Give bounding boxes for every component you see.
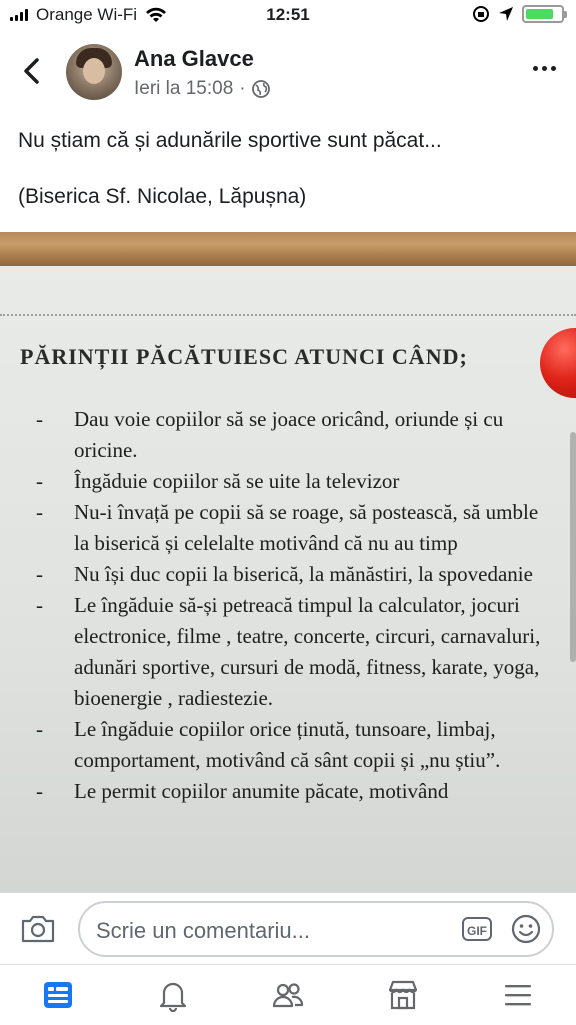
- list-item: - Nu își duc copii la biserică, la mănăstiri, la spovedanie: [36, 562, 533, 586]
- tab-marketplace[interactable]: [346, 965, 461, 1025]
- meta-separator: ·: [239, 78, 246, 99]
- post-meta: [134, 78, 270, 100]
- tab-menu[interactable]: [461, 965, 576, 1025]
- list-item: - Nu-i învață pe copii să se roage, să postească, să umble la biserică și celelalte motivând că nu au timp: [36, 500, 539, 555]
- perforation-line: [0, 314, 576, 316]
- post-timestamp[interactable]: Ieri la 15:08: [134, 78, 234, 99]
- author-avatar[interactable]: [66, 44, 122, 100]
- status-right: [472, 5, 564, 23]
- rotation-lock-icon: [472, 5, 490, 23]
- news-feed-icon: [41, 978, 75, 1012]
- comment-input[interactable]: [78, 901, 554, 957]
- globe-icon: [252, 80, 270, 98]
- status-bar: [0, 0, 576, 30]
- tab-friends[interactable]: [230, 965, 345, 1025]
- post-text-line: Nu știam că și adunările sportive sunt păcat...: [18, 129, 442, 152]
- emoji-icon[interactable]: [510, 913, 542, 945]
- post-text: [18, 128, 558, 210]
- status-time: 12:51: [266, 5, 310, 24]
- bell-icon: [156, 978, 190, 1012]
- list-item: - Le permit copiilor anumite păcate, motivând: [36, 779, 449, 803]
- more-options-icon[interactable]: [533, 66, 556, 71]
- cork-frame: [0, 232, 576, 266]
- hamburger-icon: [501, 978, 535, 1012]
- friends-icon: [271, 978, 305, 1012]
- document-list: [36, 404, 556, 807]
- post-text-line: (Biserica Sf. Nicolae, Lăpușna): [18, 185, 307, 208]
- list-item: - Dau voie copiilor să se joace oricând, oriunde și cu oricine.: [36, 407, 504, 462]
- photo-edge: [570, 432, 576, 662]
- tab-notifications[interactable]: [115, 965, 230, 1025]
- tab-bar: [0, 964, 576, 1025]
- back-chevron-icon[interactable]: [18, 56, 48, 86]
- post-header: [0, 36, 576, 106]
- tab-news-feed[interactable]: [0, 965, 115, 1025]
- author-name[interactable]: Ana Glavce: [134, 46, 254, 71]
- camera-icon[interactable]: [20, 913, 56, 945]
- location-icon: [498, 6, 514, 22]
- list-item: - Le îngăduie să-și petreacă timpul la calculator, jocuri electronice, filme , teatre, concerte, circuri, carnavaluri, adunări sportive, cursuri de modă, fitness, karate, yoga, bioenergie , radiestezie.: [36, 593, 541, 710]
- gif-icon[interactable]: GIF: [462, 917, 492, 941]
- post-photo[interactable]: [0, 232, 576, 892]
- comment-bar: [0, 892, 576, 965]
- battery-icon: [522, 5, 564, 23]
- list-item: - Le îngăduie copiilor orice ținută, tunsoare, limbaj, comportament, motivând că sânt copii și „nu știu”.: [36, 717, 501, 772]
- comment-placeholder: Scrie un comentariu...: [96, 918, 310, 943]
- list-item: - Îngăduie copiilor să se uite la televizor: [36, 469, 400, 493]
- carrier-label: Orange Wi-Fi: [36, 5, 138, 24]
- paper-sheet: [0, 266, 576, 892]
- marketplace-icon: [386, 978, 420, 1012]
- document-title: PĂRINȚII PĂCĂTUIESC ATUNCI CÂND;: [20, 344, 468, 369]
